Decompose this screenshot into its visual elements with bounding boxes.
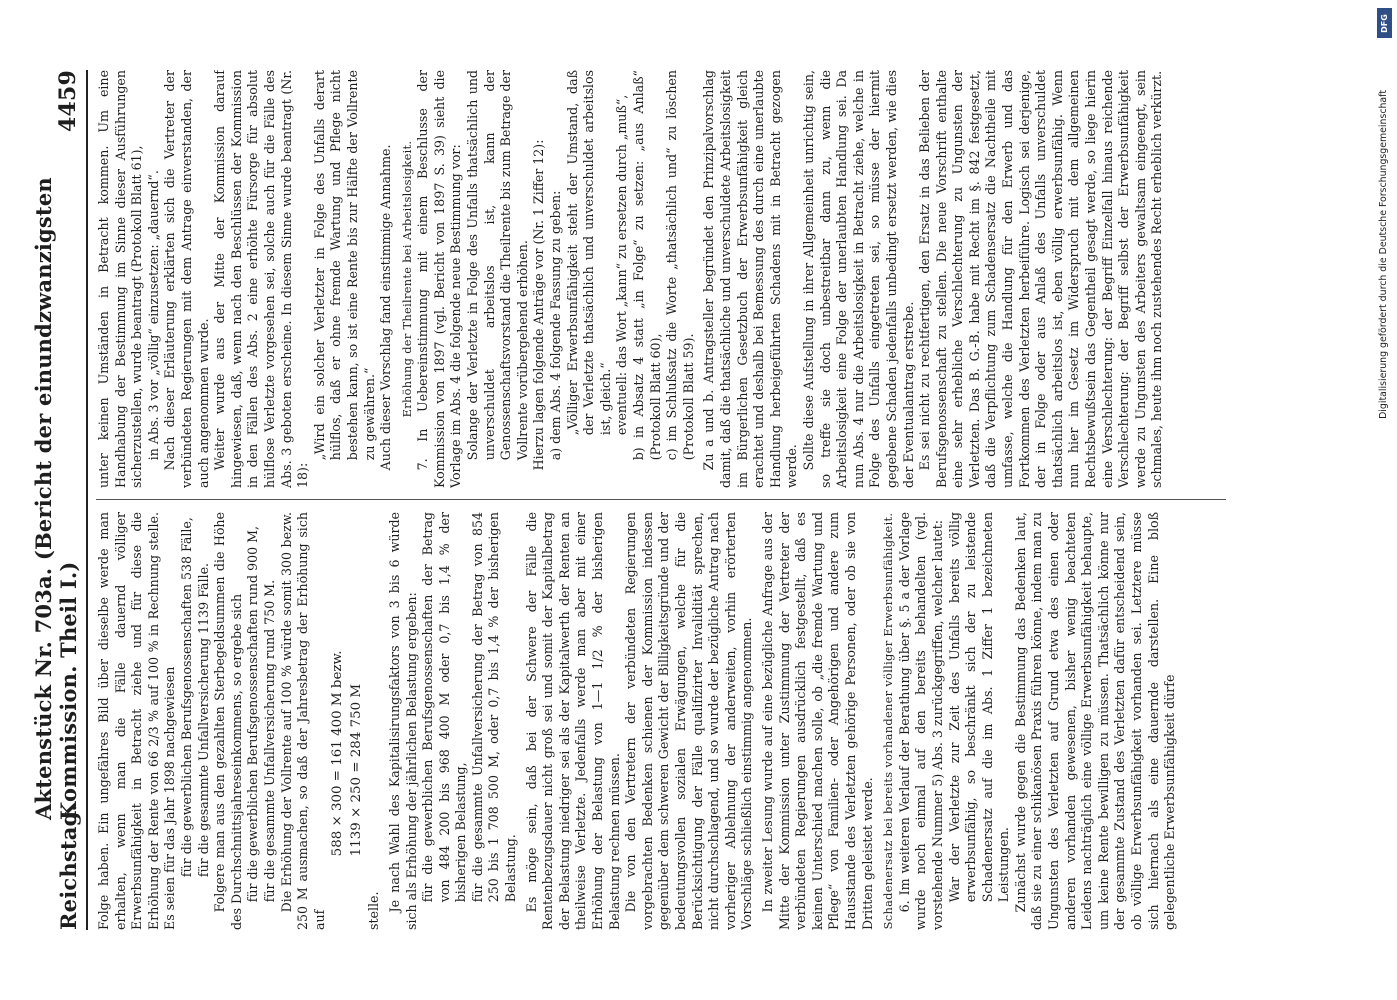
section-heading: Schadenersatz bei bereits vorhandener völliger Erwerbsunfähigkeit. [881,512,896,930]
paragraph: Weiter wurde aus der Mitte der Kommission darauf hingewiesen, daß, wenn nach den Beschlüssen der Kommission in den Fällen des Abs. 2 eine erhöhte Fürsorge für absolut hülflose Verletzte vorgesehen sei, solche auch für die Fälle des Abs. 3 geboten erscheine. In diesem Sinne wurde beantragt (Nr. 18): [212,70,311,488]
paragraph: in Abs. 3 vor „völlig“ einzusetzen: „dauernd“. [145,170,161,461]
paragraph: Zunächst wurde gegen die Bestimmung das Bedenken laut, daß sie zu einer schikanösen Praxis führen könne, indem man zu Ungunsten des Verletzten auf Grund etwa des einen oder anderen vorhanden gewesenen, bisher wenig beachteten Leidens nachträglich eine völlige Erwerbsunfähigkeit behaupte, um keine Rente bewilligen zu müssen. Thatsächlich könne nur der gesammte Zustand des Verletzten dafür entscheidend sein, ob völlige Erwerbsunfähigkeit vorhanden sei. Letztere müsse sich hiernach als eine dauernde darstellen. Eine bloß gelegentliche Erwerbsunfähigkeit dürfe [1012,512,1178,930]
paragraph: für die gesammte Unfallversicherung rund 750 M. [261,579,277,903]
paragraph: Je nach Wahl des Kapitalisirungsfaktors von 3 bis 6 würde sich als Erhöhung der jährlichen Belastung ergeben: [386,512,419,930]
right-column [96,70,1226,488]
header-left: Reichstag. [56,804,81,930]
paragraph: für die gesammte Unfallversicherung der Betrag von 854 250 bis 1 708 500 M, oder 0,7 bis 1,4 % der bisherigen Belastung. [469,512,519,903]
paragraph: In zweiter Lesung wurde auf eine bezügliche Anfrage aus der Mitte der Kommission unter Zustimmung der Vertreter der verbündeten Regierungen ausdrücklich festgestellt, daß es keinen Unterschied machen solle, ob „die fremde Wartung und Pflege“ von Familien- oder Angehörigen und andere zum Hausstande des Verletzten gehörige Personen, oder ob sie von Dritten geleistet werde. [759,512,875,930]
left-column [96,512,1226,930]
paragraph: Folgere man aus den gezahlten Sterbegeldsummen die Höhe des Durchschnittsjahreseinkommens, so ergebe sich [212,512,244,930]
paragraph: Folge haben. Ein ungefähres Bild über dieselbe werde man erhalten, wenn man die Fälle dauernd völliger Erwerbsunfähigkeit in Betracht ziehe und für diese die Erhöhung der Rente von 66 2/3 % auf 100 % in Rechnung stelle. Es seien für das Jahr 1898 nachgewiesen [96,512,178,930]
quoted-provision: Solange der Verletzte in Folge des Unfalls thatsächlich und unverschuldet arbeitslos ist, kann der Genossenschaftsvorstand die Theilrente bis zum Betrage der Vollrente vorübergehend erhöhen. [465,70,530,461]
dfg-logo: DFG [1377,8,1392,38]
formula-line: 1139 × 250 = 284 750 M [349,683,365,857]
paragraph: für die gewerblichen Berufsgenossenschaften rund 900 M, [245,525,261,903]
formula-line: 588 × 300 = 161 400 M bezw. [330,650,346,857]
paragraph: Hierzu lagen folgende Anträge vor (Nr. 1 Ziffer 12): [531,139,547,471]
paragraph: für die gewerblichen Berufsgenossenschaften der Betrag von 484 200 bis 968 400 M oder 0,7 bis 1,4 % der bisherigen Belastung, [420,512,469,903]
quoted-provision: War der Verletzte zur Zeit des Unfalls bereits völlig erwerbsunfähig, so beschränkt sich der zu leistende Schadenersatz auf die im Abs. 1 Ziffer 1 bezeichneten Leistungen. [946,512,1012,903]
list-item: a) dem Abs. 4 folgende Fassung zu geben: [548,190,564,461]
list-item: eventuell: das Wort „kann“ zu ersetzen durch „muß“, [614,94,630,436]
quoted-proposal: „Wird ein solcher Verletzter in Folge des Unfalls derart hülflos, daß er ohne fremde Wartung und Pflege nicht bestehen kann, so ist eine Rente bis zur Hälfte der Vollrente zu gewähren.“ [311,70,377,461]
paragraph: Nach dieser Erläuterung erklärten sich die Vertreter der verbündeten Regierungen mit dem Antrage einverstanden, der auch angenommen wurde. [162,70,211,488]
paragraph: Es möge sein, daß bei der Schwere der Fälle die Rentenbezugsdauer nicht groß sei und somit der Kapitalbetrag der Belastung niedriger sei als der Kapitalwerth der Renten an theilweise Verletzte. Jedenfalls werde man aber mit einer Erhöhung der Belastung von 1—1 1/2 % der bisherigen Belastung rechnen müssen. [523,512,622,930]
paragraph: Sollte diese Aufstellung in ihrer Allgemeinheit unrichtig sein, so treffe sie doch unbestreitbar dann zu, wenn die Arbeitslosigkeit eine Folge der unerlaubten Handlung sei. Da nun Abs. 4 nur die Arbeitslosigkeit in Betracht ziehe, welche in Folge des Unfalls eingetreten sei, so müsse der hiermit gegebene Schaden jedenfalls unbedingt ersetzt werden, wie dies der Eventualantrag erstrebe. [800,70,916,488]
column-divider [96,499,1226,500]
paragraph: Es sei nicht zu rechtfertigen, den Ersatz in das Belieben der Berufsgenossenschaft zu stellen. Die neue Vorschrift enthalte eine sehr erhebliche Verschlechterung zu Ungunsten der Verletzten. Das B. G.-B. habe mit Recht im §. 842 festgesetzt, daß die Verpflichtung zum Schadensersatz die Nachtheile mit umfasse, welche die Handlung für den Erwerb und das Fortkommen des Verletzten herbeiführe. Logisch sei derjenige, der in Folge oder aus Anlaß des Unfalls unverschuldet thatsächlich arbeitslos ist, eben völlig erwerbsunfähig. Wenn nun hier im Gesetz im Widerspruch mit dem allgemeinen Rechtsbewußtsein das Gegentheil gesagt werde, so liege hierin eine Verschlechterung: der Begriff Einzelfall hinaus reichende Verschlechterung: der Begriff selbst der Erwerbsunfähigkeit werde zu Ungunsten des Arbeiters gewaltsam eingeengt, sein schmales, heute ihm noch zustehendes Recht erheblich verkürzt. [917,70,1165,488]
paragraph: Zu a und b. Antragsteller begründet den Prinzipalvorschlag damit, daß die thatsächliche und unverschuldete Arbeitslosigkeit im Bürgerlichen Gesetzbuch der Erwerbsunfähigkeit gleich erachtet und deshalb bei Bemessung des durch eine unerlaubte Handlung herbeigeführten Schadens mit in Betracht gezogen werde. [701,70,800,488]
list-item: b) in Absatz 4 statt „in Folge“ zu setzen: „aus Anlaß“ (Protokoll Blatt 60), [631,70,663,461]
page-number: 4459 [55,70,81,133]
digitization-credit [1371,0,1397,1000]
paragraph: Auch dieser Vorschlag fand einstimmige Annahme. [378,144,394,471]
paragraph: für die gesammte Unfallversicherung 1139 Fälle. [195,562,211,878]
document-page [10,30,1270,970]
paragraph: für die gewerblichen Berufsgenossenschaften 538 Fälle, [178,517,194,878]
paragraph: 6. Im weiteren Verlauf der Berathung über §. 5 a der Vorlage wurde noch einmal auf den bereits behandelten (vgl. vorstehende Nummer 5) Abs. 3 zurückgegriffen, welcher lautet: [896,512,945,930]
credit-text: Digitalisierung gefördert durch die Deutsche Forschungsgemeinschaft [1378,90,1389,419]
header-title: Aktenstück Nr. 703a. (Bericht der einundzwanzigsten Kommission. Theil I.) [31,177,81,820]
list-item: c) im Schlußsatz die Worte „thatsächlich und“ zu löschen (Protokoll Blatt 59). [664,70,696,461]
section-heading: Erhöhung der Theilrente bei Arbeitslosigkeit. [399,140,414,418]
paragraph: unter keinen Umständen in Betracht kommen. Um eine Handhabung der Bestimmung im Sinne dieser Ausführungen sicherzustellen, wurde beantragt (Protokoll Blatt 61), [96,70,145,488]
paragraph: 7. In Uebereinstimmung mit einem Beschlusse der Kommission von 1897 (vgl. Bericht von 1897 S. 39) sieht die Vorlage im Abs. 4 die folgende neue Bestimmung vor: [415,70,464,488]
paragraph: Die Erhöhung der Vollrente auf 100 % würde somit 300 bezw. 250 M ausmachen, so daß der Jahresbetrag der Erhöhung sich auf [278,512,327,930]
paragraph: stelle. [366,891,382,930]
quoted-proposal: „Völliger Erwerbsunfähigkeit steht der Umstand, daß der Verletzte thatsächlich und unverschuldet arbeitslos ist, gleich.“ [564,70,613,436]
paragraph: Die von den Vertretern der verbündeten Regierungen vorgebrachten Bedenken schienen der Kommission indessen gegenüber dem schweren Gewicht der Billigkeitsgründe und der bedeutungsvollen sozialen Erwägungen, welche für die Berücksichtigung der Fälle qualifizirter Invalidität sprechen, nicht durchschlagend, und so wurde der bezügliche Antrag nach vorheriger Ablehnung der anderweiten, vorhin erörterten Vorschläge schließlich einstimmig angenommen. [623,512,755,930]
running-head [31,70,88,930]
